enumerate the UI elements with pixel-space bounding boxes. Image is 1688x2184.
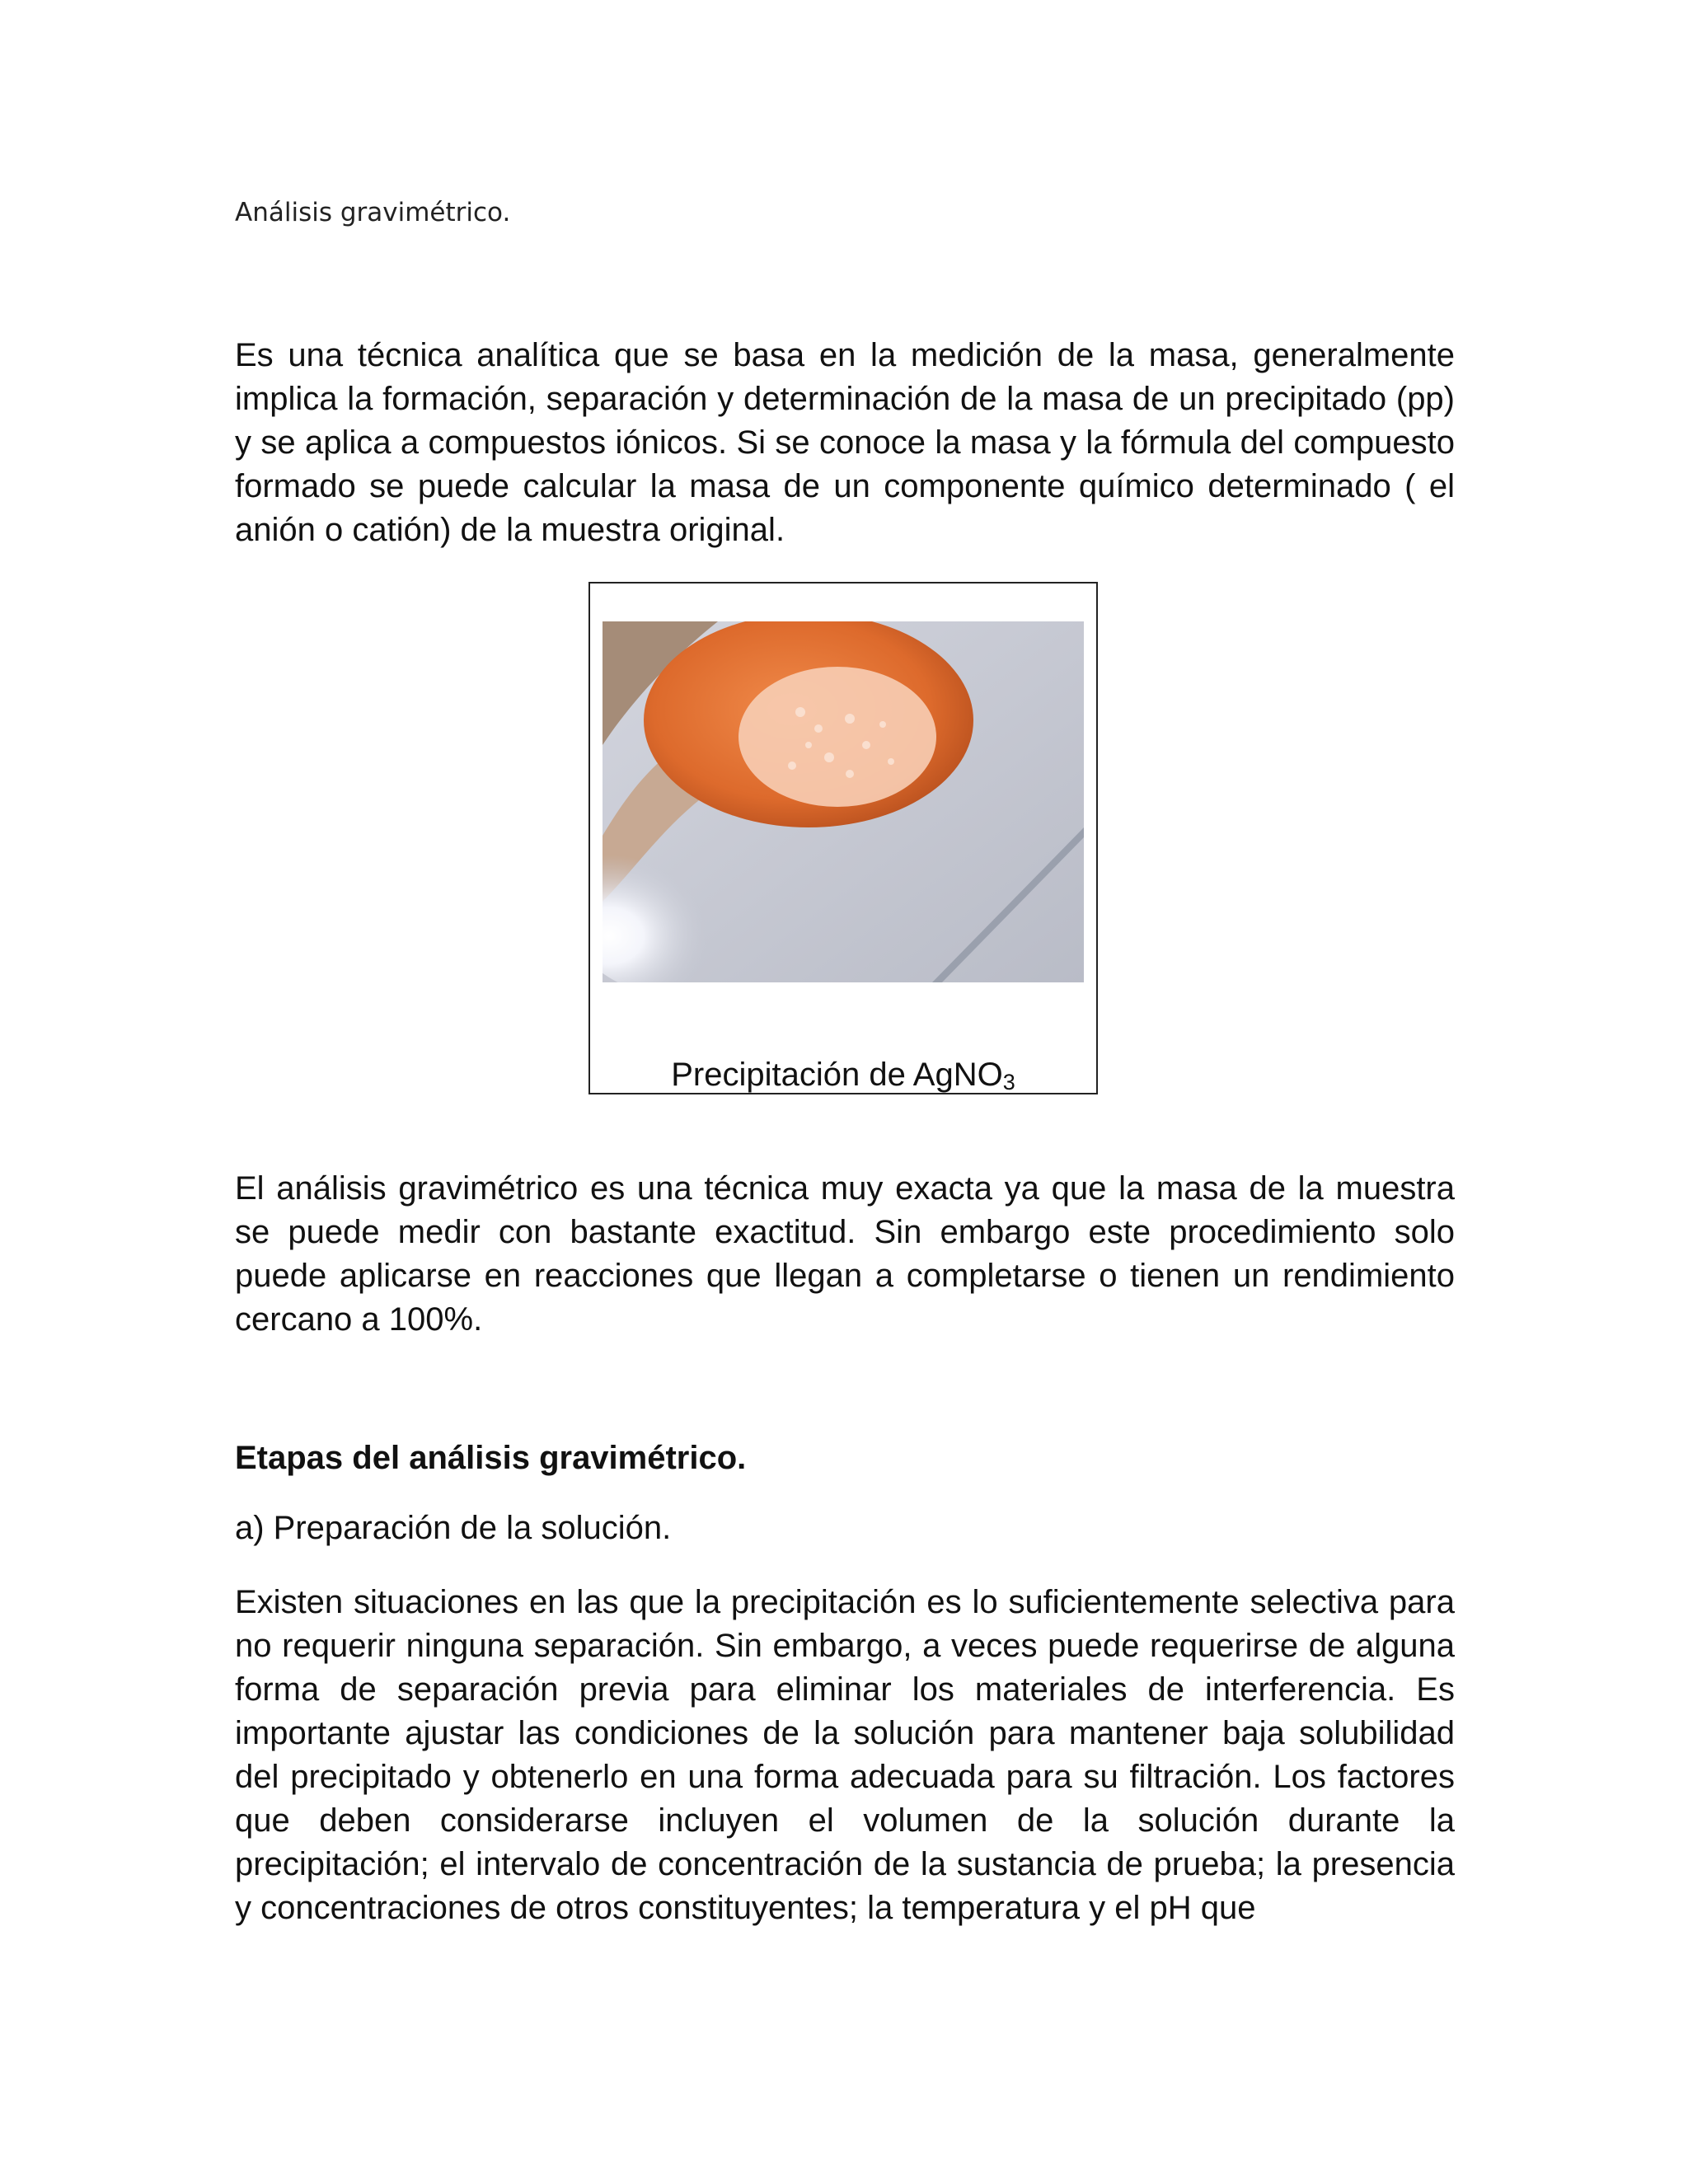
figure-frame (588, 582, 1098, 1094)
preparation-paragraph: Existen situaciones en las que la precipitación es lo suficientemente selectiva para no requerir ninguna separación. Sin embargo, a veces puede requerirse de alguna forma de separación previa para eliminar los materiales de interferencia. Es importante ajustar las condiciones de la solución para mantener baja solubilidad del precipitado y obtenerlo en una forma adecuada para su filtración. Los factores que deben considerarse incluyen el volumen de la solución durante la precipitación; el intervalo de concentración de la sustancia de prueba; la presencia y concentraciones de otros constituyentes; la temperatura y el pH que (235, 1584, 1455, 1926)
stages-heading: Etapas del análisis gravimétrico. (235, 1440, 747, 1476)
step-a-heading: a) Preparación de la solución. (235, 1510, 672, 1546)
accuracy-paragraph: El análisis gravimétrico es una técnica muy exacta ya que la masa de la muestra se puede medir con bastante exactitud. Sin embargo este procedimiento solo puede aplicarse en reacciones que llegan a completarse o tienen un rendimiento cercano a 100%. (235, 1170, 1455, 1338)
figure-caption (590, 1057, 1096, 1093)
precipitate-photo (603, 621, 1084, 982)
document-title: Análisis gravimétrico. (235, 198, 511, 227)
caption-subscript: 3 (1002, 1070, 1015, 1094)
caption-text: Precipitación de AgNO (671, 1057, 1003, 1093)
intro-paragraph: Es una técnica analítica que se basa en la medición de la masa, generalmente implica la formación, separación y determinación de la masa de un precipitado (pp) y se aplica a compuestos iónicos. Si se conoce la masa y la fórmula del compuesto formado se puede calcular la masa de un componente químico determinado ( el anión o catión) de la muestra original. (235, 337, 1455, 548)
